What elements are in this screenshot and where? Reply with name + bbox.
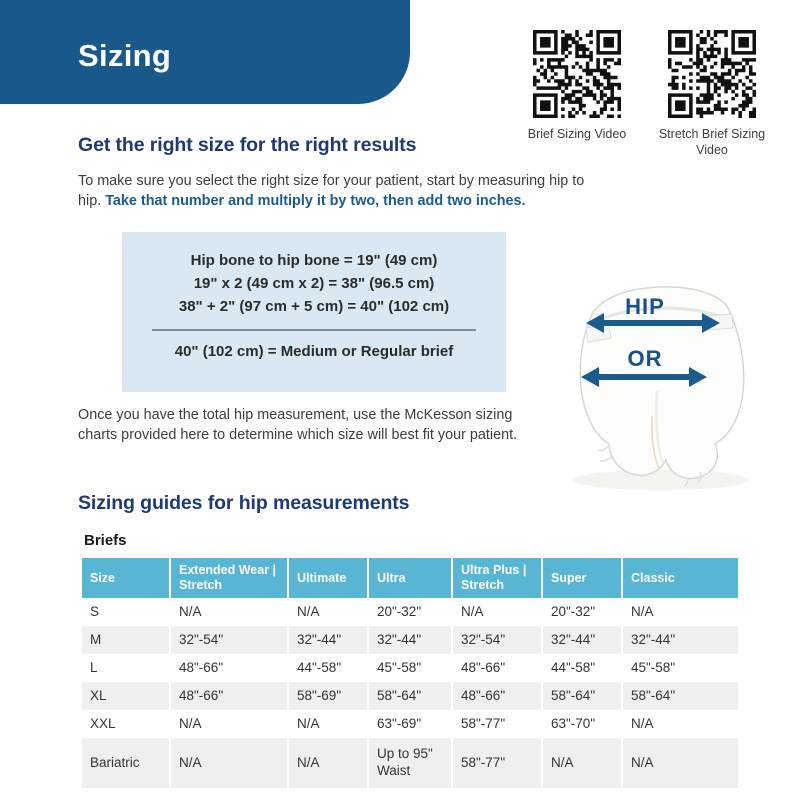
hip-label: HIP <box>625 294 665 319</box>
table-row <box>82 710 738 738</box>
column-header: Super <box>542 558 622 598</box>
calc-result-size: Medium <box>280 343 338 360</box>
range-cell: 58"-64" <box>631 687 676 703</box>
page-title: Sizing <box>78 38 172 73</box>
column-header: Ultra Plus | Stretch <box>452 558 542 598</box>
range-cell: 63"-70" <box>542 710 622 738</box>
range-cell: N/A <box>631 754 654 770</box>
intro-paragraph <box>78 172 590 212</box>
intro-heading: Get the right size for the right results <box>78 134 417 156</box>
qr-caption-brief-video: Brief Sizing Video <box>527 127 627 141</box>
table-row <box>82 682 738 710</box>
intro-paragraph-text: To make sure you select the right size for your patient, start by measuring hip to hip. <box>78 173 585 209</box>
brief-measurement-diagram <box>556 266 766 498</box>
range-cell: 48"-66" <box>452 654 542 682</box>
size-cell: L <box>82 654 170 682</box>
calc-line-3: 38" + 2" (97 cm + 5 cm) = 40" (102 cm) <box>178 298 450 315</box>
range-cell: 20"-32" <box>368 598 452 626</box>
calc-line-2: 19" x 2 (49 cm x 2) = 38" (96.5 cm) <box>193 275 435 292</box>
table-row <box>82 654 738 682</box>
size-cell: XL <box>82 682 170 710</box>
range-cell: 44"-58" <box>288 654 368 682</box>
range-cell: N/A <box>288 710 368 738</box>
range-cell: 58"-64" <box>542 682 622 710</box>
range-cell: 48"-66" <box>170 654 288 682</box>
range-cell: N/A <box>288 598 368 626</box>
table-row <box>82 738 738 788</box>
calc-divider <box>152 329 476 331</box>
range-cell: Up to 95" Waist <box>368 738 452 788</box>
column-header: Extended Wear | Stretch <box>170 558 288 598</box>
range-cell: 32"-54" <box>170 626 288 654</box>
table-body <box>82 598 738 788</box>
table-row <box>82 598 738 626</box>
qr-figure-stretch-brief-video <box>653 30 771 158</box>
column-header: Ultimate <box>288 558 368 598</box>
range-cell: 45"-58" <box>631 659 676 675</box>
note-paragraph: Once you have the total hip measurement, use the McKesson sizing charts provided here to determine which size will best fit your patient. <box>78 407 518 443</box>
range-cell: 32"-44" <box>368 626 452 654</box>
size-cell: S <box>82 598 170 626</box>
range-cell: N/A <box>170 710 288 738</box>
range-cell: 32"-44" <box>542 626 622 654</box>
range-cell: 58"-69" <box>288 682 368 710</box>
range-cell: 63"-69" <box>368 710 452 738</box>
column-header: Size <box>82 558 170 598</box>
range-cell: N/A <box>542 738 622 788</box>
calc-result-suffix: brief <box>416 343 454 360</box>
size-cell: M <box>82 626 170 654</box>
calc-line-1: Hip bone to hip bone = 19" (49 cm) <box>190 252 438 269</box>
size-cell: XXL <box>82 710 170 738</box>
table-row <box>82 626 738 654</box>
range-cell: N/A <box>452 598 542 626</box>
sizing-table <box>82 558 738 788</box>
sizing-table-wrapper <box>82 558 738 788</box>
brief-product-image <box>556 266 766 498</box>
range-cell: 48"-66" <box>452 682 542 710</box>
qr-figure-brief-video <box>518 30 636 143</box>
range-cell: 58"-77" <box>452 710 542 738</box>
qr-code-stretch-brief-sizing-video-icon <box>668 30 756 118</box>
range-cell: 48"-66" <box>170 682 288 710</box>
table-label-briefs: Briefs <box>84 532 127 549</box>
calc-result-prefix: 40" (102 cm) = <box>174 343 281 360</box>
or-label: OR <box>627 346 663 371</box>
qr-caption-stretch-brief-video: Stretch Brief Sizing Video <box>658 127 766 157</box>
range-cell: 58"-64" <box>368 682 452 710</box>
range-cell: 58"-77" <box>452 738 542 788</box>
page-banner <box>0 0 410 104</box>
column-header: Classic <box>622 558 738 598</box>
table-header-row <box>82 558 738 598</box>
calc-result-or: or <box>337 343 361 360</box>
calc-result-size-alt: Regular <box>360 343 417 360</box>
range-cell: 45"-58" <box>368 654 452 682</box>
intro-paragraph-bold: Take that number and multiply it by two, then add two inches. <box>105 192 526 209</box>
sizing-section-heading: Sizing guides for hip measurements <box>78 492 410 514</box>
range-cell: 32"-44" <box>288 626 368 654</box>
range-cell: N/A <box>631 715 654 731</box>
size-cell: Bariatric <box>82 738 170 788</box>
range-cell: 44"-58" <box>542 654 622 682</box>
qr-code-brief-sizing-video-icon <box>533 30 621 118</box>
range-cell: N/A <box>288 738 368 788</box>
calculation-example-box <box>122 232 506 392</box>
column-header: Ultra <box>368 558 452 598</box>
range-cell: N/A <box>170 738 288 788</box>
range-cell: 20"-32" <box>542 598 622 626</box>
range-cell: N/A <box>631 603 654 619</box>
calc-result-line <box>122 343 506 360</box>
range-cell: N/A <box>170 598 288 626</box>
range-cell: 32"-54" <box>452 626 542 654</box>
range-cell: 32"-44" <box>631 631 676 647</box>
